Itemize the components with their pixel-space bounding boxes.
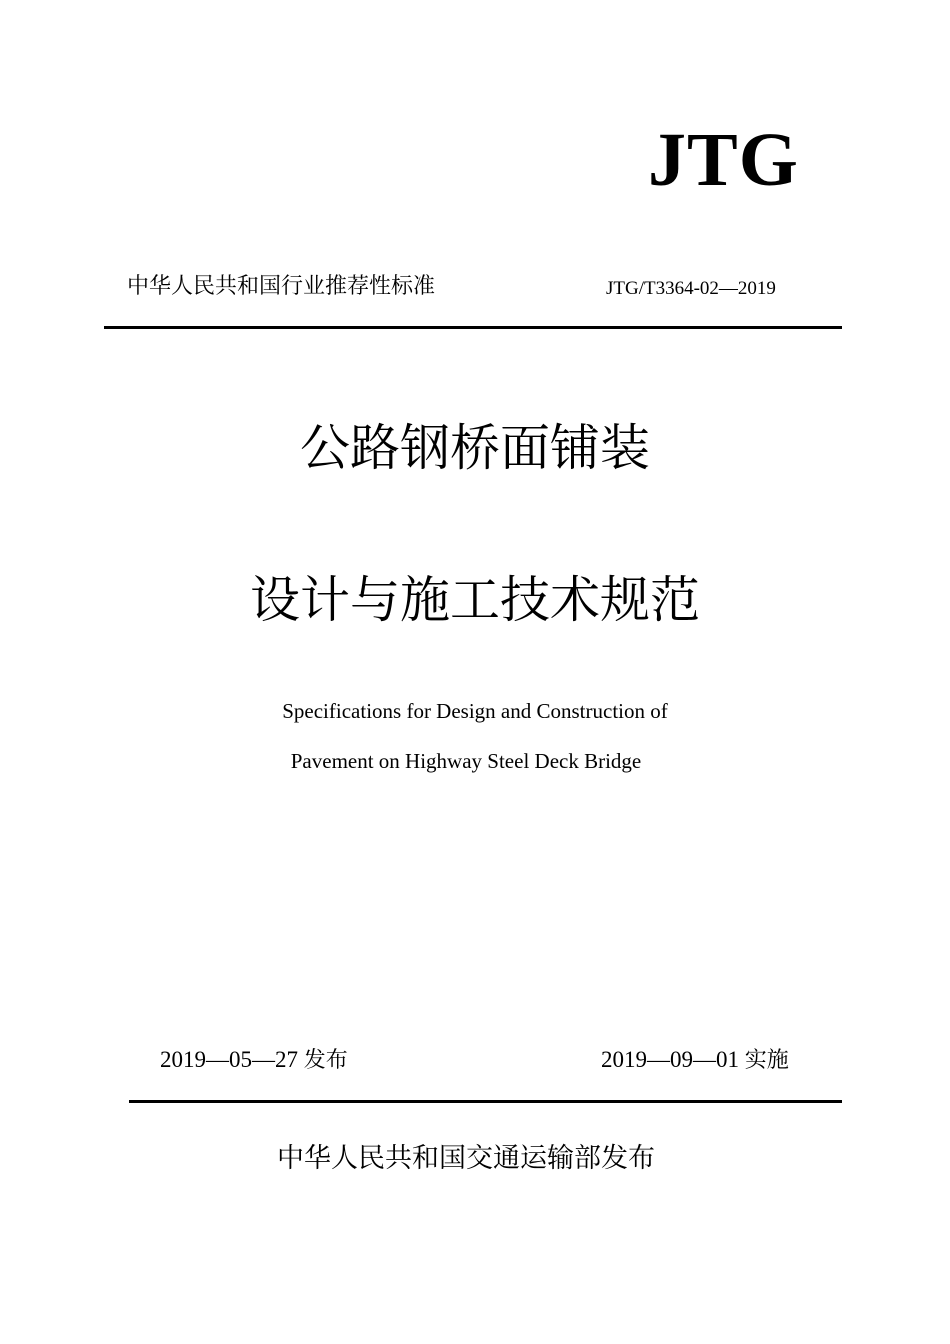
bottom-divider <box>129 1100 842 1103</box>
top-divider <box>104 326 842 329</box>
english-title-line-1: Specifications for Design and Construction of <box>282 699 668 723</box>
english-title-line-2: Pavement on Highway Steel Deck Bridge <box>290 749 642 773</box>
implement-date: 2019—09—01 <box>601 1047 739 1072</box>
implement-date-block <box>601 1046 789 1074</box>
standard-code: JTG/T3364-02—2019 <box>606 278 776 299</box>
standard-type: 中华人民共和国行业推荐性标准 <box>127 274 436 299</box>
issue-date: 2019—05—27 <box>160 1047 298 1072</box>
issue-date-block <box>160 1046 348 1074</box>
title-line-2: 设计与施工技术规范 <box>250 571 700 629</box>
jtg-logo: JTG <box>648 118 799 202</box>
title-line-1: 公路钢桥面铺装 <box>300 419 650 477</box>
publisher: 中华人民共和国交通运输部发布 <box>277 1143 655 1174</box>
implement-label: 实施 <box>744 1048 789 1073</box>
issue-label: 发布 <box>303 1048 348 1073</box>
